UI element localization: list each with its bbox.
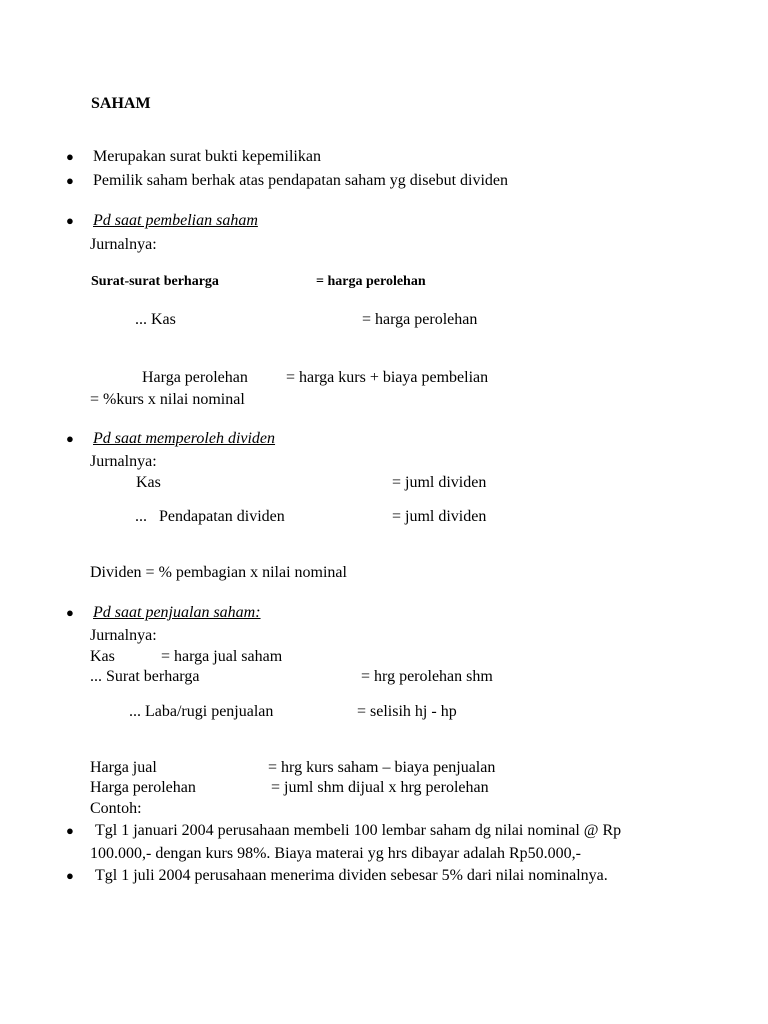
bullet-icon: ● [66,173,74,188]
formula-line: Dividen = % pembagian x nilai nominal [90,564,347,581]
formula-label: Harga jual [90,759,157,776]
bullet-icon: ● [66,823,74,838]
intro-item-2: Pemilik saham berhak atas pendapatan saham yg disebut dividen [93,172,508,189]
formula-value: = juml shm dijual x hrg perolehan [271,779,489,796]
example-item-1-line-1: Tgl 1 januari 2004 perusahaan membeli 100 lembar saham dg nilai nominal @ Rp [95,822,622,839]
journal-credit-amount: = selisih hj - hp [357,703,457,720]
formula-line: = %kurs x nilai nominal [90,391,245,408]
formula-value: = harga kurs + biaya pembelian [286,369,489,386]
journal-credit-amount: = juml dividen [392,508,487,525]
example-item-2: Tgl 1 juli 2004 perusahaan menerima dividen sebesar 5% dari nilai nominalnya. [95,867,608,884]
journal-credit-account: ... Surat berharga [90,668,200,685]
journal-credit-amount: = hrg perolehan shm [361,668,493,685]
journal-credit-amount: = harga perolehan [362,311,478,328]
journal-debit-account: Kas [136,474,161,491]
example-item-1-line-2: 100.000,- dengan kurs 98%. Biaya materai yg hrs dibayar adalah Rp50.000,- [90,845,581,862]
journal-debit-account: Surat-surat berharga [91,274,219,289]
formula-value: = hrg kurs saham – biaya penjualan [268,759,496,776]
journal-debit-amount: = juml dividen [392,474,487,491]
bullet-icon: ● [66,605,74,620]
formula-label: Harga perolehan [90,779,196,796]
jurnal-label: Jurnalnya: [90,236,157,253]
bullet-icon: ● [66,213,74,228]
section-heading-pembelian: Pd saat pembelian saham [93,212,258,229]
contoh-label: Contoh: [90,800,142,817]
jurnal-label: Jurnalnya: [90,453,157,470]
page-title: SAHAM [91,95,151,112]
journal-credit-account: ... Laba/rugi penjualan [129,703,274,720]
intro-item-1: Merupakan surat bukti kepemilikan [93,148,321,165]
journal-credit-account: ... Kas [135,311,176,328]
bullet-icon: ● [66,431,74,446]
journal-credit-account: ... Pendapatan dividen [135,508,285,525]
journal-debit-amount: = harga jual saham [161,648,283,665]
formula-label: Harga perolehan [142,369,248,386]
bullet-icon: ● [66,868,74,883]
section-heading-penjualan: Pd saat penjualan saham: [93,604,261,621]
section-heading-dividen: Pd saat memperoleh dividen [93,430,276,447]
bullet-icon: ● [66,149,74,164]
journal-debit-amount: = harga perolehan [316,274,426,289]
jurnal-label: Jurnalnya: [90,627,157,644]
journal-debit-account: Kas [90,648,115,665]
